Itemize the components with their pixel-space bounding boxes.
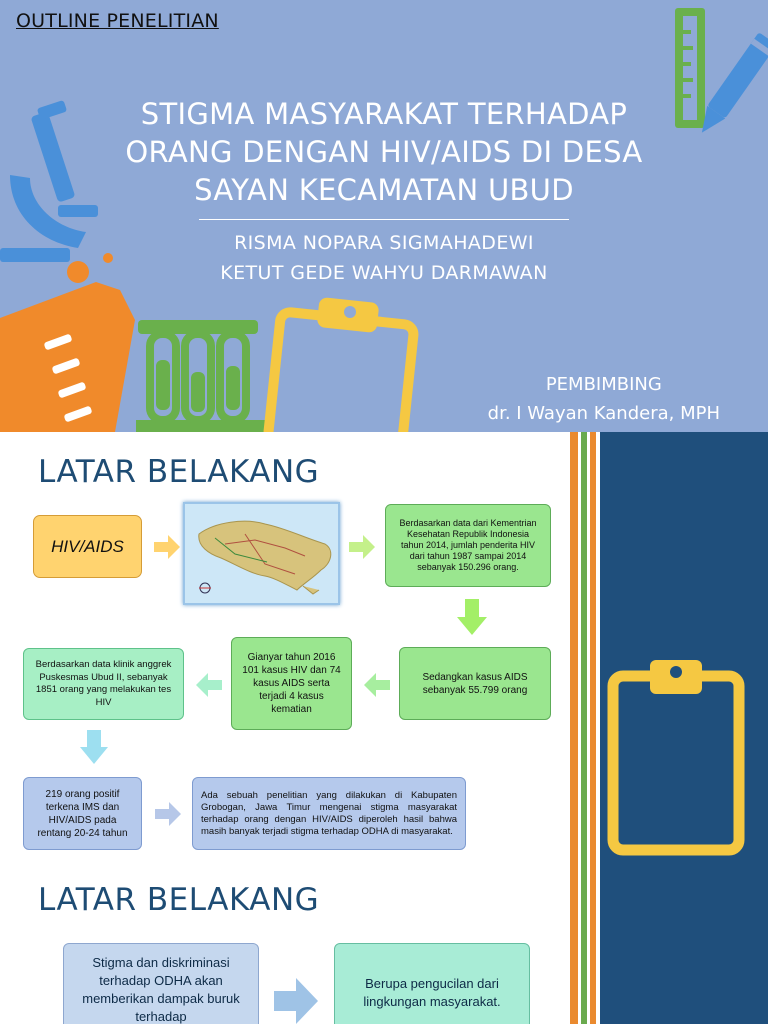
section-heading: LATAR BELAKANG: [38, 882, 320, 918]
arrow-right-icon: [274, 978, 318, 1024]
ruler-icon: [675, 8, 705, 128]
background-slide-continued: [0, 864, 768, 1024]
advisor-label: PEMBIMBING: [545, 374, 662, 395]
title-divider: [199, 219, 569, 220]
hiv-aids-box: HIV/AIDS: [33, 515, 142, 578]
arrow-right-icon: [155, 801, 181, 827]
title-slide: [0, 0, 768, 432]
bubble-icon: [67, 261, 89, 283]
arrow-down-icon: [457, 599, 487, 635]
background-slide: [0, 432, 768, 864]
penelitian-box: Ada sebuah penelitian yang dilakukan di Kabupaten Grobogan, Jawa Timur mengenai stigma masyarakat terhadap orang dengan HIV/AIDS diperoleh hasil bahwa masih banyak terjadi stigma terhadap ODHA di masyarakat.: [192, 777, 466, 850]
positif-data-box: 219 orang positif terkena IMS dan HIV/AIDS pada rentang 20-24 tahun: [23, 777, 142, 850]
clipboard-icon: [600, 432, 768, 864]
clipboard-icon: [268, 297, 415, 432]
gianyar-data-box: Gianyar tahun 2016 101 kasus HIV dan 74 kasus AIDS serta terjadi 4 kasus kematian: [231, 637, 352, 730]
title-line: STIGMA MASYARAKAT TERHADAP: [140, 97, 628, 131]
author-name: RISMA NOPARA SIGMAHADEWI: [234, 232, 534, 254]
section-heading: LATAR BELAKANG: [38, 454, 320, 490]
aids-cases-box: Sedangkan kasus AIDS sebanyak 55.799 orang: [399, 647, 551, 720]
accent-stripe: [581, 864, 587, 1024]
outline-label: OUTLINE PENELITIAN: [16, 10, 219, 32]
kemenkes-data-box: Berdasarkan data dari Kementrian Kesehatan Republik Indonesia tahun 2014, jumlah penderita HIV dari tahun 1987 sampai 2014 sebanyak 150.296 orang.: [385, 504, 551, 587]
pengucilan-box: Berupa pengucilan dari lingkungan masyarakat.: [334, 943, 530, 1024]
accent-stripe: [590, 432, 596, 864]
author-name: KETUT GEDE WAHYU DARMAWAN: [220, 262, 548, 284]
arrow-down-icon: [80, 730, 108, 764]
advisor-name: dr. I Wayan Kandera, MPH: [487, 403, 720, 424]
side-panel: [600, 864, 768, 1024]
accent-stripe: [590, 864, 596, 1024]
advisor-block: [488, 370, 720, 428]
beaker-icon: [0, 282, 135, 432]
arrow-left-icon: [196, 672, 222, 698]
title-block: [100, 95, 668, 288]
arrow-right-icon: [154, 534, 180, 560]
accent-stripe: [581, 432, 587, 864]
test-tubes-icon: [136, 320, 266, 432]
title-line: SAYAN KECAMATAN UBUD: [194, 173, 574, 207]
title-line: ORANG DENGAN HIV/AIDS DI DESA: [125, 135, 643, 169]
accent-stripe: [570, 432, 578, 864]
stigma-box: Stigma dan diskriminasi terhadap ODHA akan memberikan dampak buruk terhadap: [63, 943, 259, 1024]
side-panel: [600, 432, 768, 864]
main-title: [100, 95, 668, 209]
map-image: [183, 502, 340, 605]
arrow-right-icon: [349, 534, 375, 560]
arrow-left-icon: [364, 672, 390, 698]
accent-stripe: [570, 864, 578, 1024]
klinik-data-box: Berdasarkan data klinik anggrek Puskesmas Ubud II, sebanyak 1851 orang yang melakukan tes HIV: [23, 648, 184, 720]
microscope-icon: [0, 100, 98, 262]
